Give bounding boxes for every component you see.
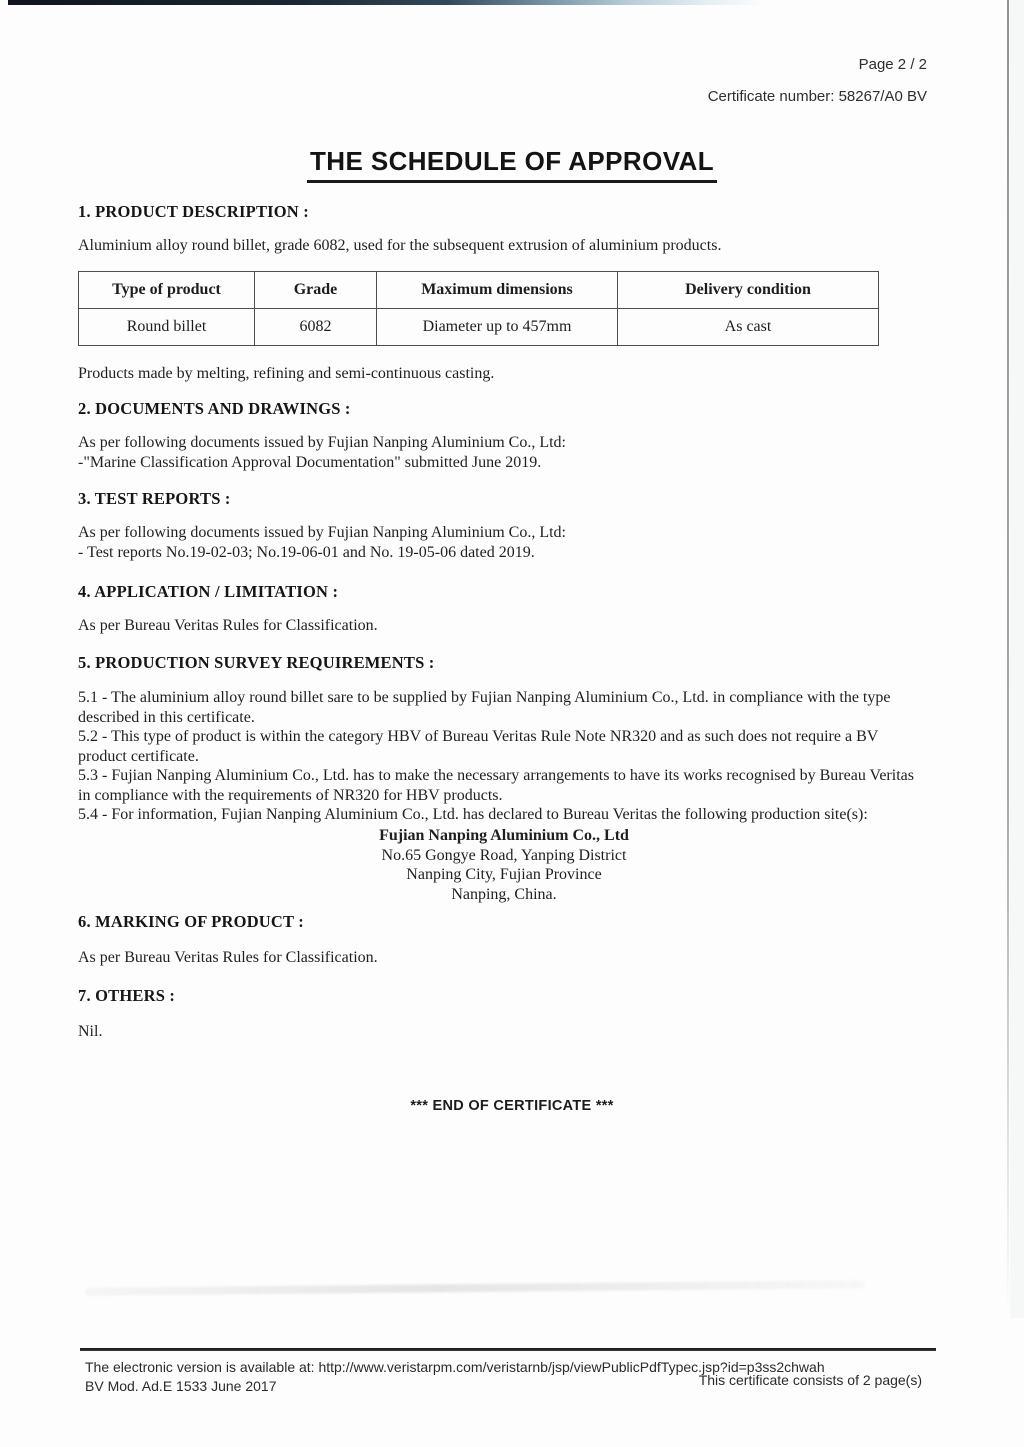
application-limitation-text: As per Bureau Veritas Rules for Classification.: [78, 617, 378, 634]
test-reports-line: As per following documents issued by Fujian Nanping Aluminium Co., Ltd:: [78, 524, 566, 541]
scan-artifact-shadow-band: [85, 1280, 865, 1295]
production-survey-text: [78, 688, 930, 825]
table-row: [79, 309, 879, 346]
production-site-address-line: Nanping City, Fujian Province: [406, 866, 602, 883]
table-cell-maximum-dimensions: Diameter up to 457mm: [377, 309, 618, 346]
scan-artifact-right-edge-line: [1007, 0, 1009, 1318]
section-heading-test-reports: 3. TEST REPORTS :: [78, 489, 231, 508]
marking-of-product-text: As per Bureau Veritas Rules for Classification.: [78, 949, 378, 966]
section-heading-marking-of-product: 6. MARKING OF PRODUCT :: [78, 912, 304, 931]
page-number: Page 2 / 2: [858, 56, 927, 73]
production-survey-item: 5.3 - Fujian Nanping Aluminium Co., Ltd. has to make the necessary arrangements to have its works recognised by Bureau Veritas in compliance with the requirements of NR320 for HBV products.: [78, 767, 914, 804]
section-heading-application-limitation: 4. APPLICATION / LIMITATION :: [78, 582, 339, 601]
end-of-certificate-marker: *** END OF CERTIFICATE ***: [410, 1098, 614, 1114]
documents-line: As per following documents issued by Fujian Nanping Aluminium Co., Ltd:: [78, 434, 566, 451]
production-site-block: [78, 826, 930, 904]
table-header-grade: Grade: [255, 272, 377, 309]
footer-electronic-version-url: The electronic version is available at: http://www.veristarpm.com/veristarnb/jsp/viewPublicPdfTypec.jsp?id=p3ss2chwah: [85, 1359, 825, 1375]
table-header-delivery-condition: Delivery condition: [618, 272, 879, 309]
section-heading-production-survey: 5. PRODUCTION SURVEY REQUIREMENTS :: [78, 653, 435, 672]
table-cell-grade: 6082: [255, 309, 377, 346]
test-reports-text: [78, 523, 930, 562]
production-site-address-line: No.65 Gongye Road, Yanping District: [381, 846, 627, 864]
certificate-number: Certificate number: 58267/A0 BV: [707, 88, 927, 105]
scan-artifact-top-bar: [8, 0, 766, 5]
others-text: Nil.: [78, 1023, 103, 1040]
footer-pages-note: This certificate consists of 2 page(s): [698, 1372, 922, 1388]
scan-artifact-right-strip: [1010, 0, 1024, 1318]
table-cell-type-of-product: Round billet: [79, 309, 255, 346]
production-survey-item: 5.1 - The aluminium alloy round billet sare to be supplied by Fujian Nanping Aluminium Co., Ltd. in compliance with the type described in this certificate.: [78, 689, 891, 726]
table-header-maximum-dimensions: Maximum dimensions: [377, 272, 618, 309]
production-survey-item: 5.2 - This type of product is within the category HBV of Bureau Veritas Rule Note NR320 and as such does not require a BV product certificate.: [78, 728, 879, 765]
production-method-note: Products made by melting, refining and semi-continuous casting.: [78, 365, 495, 382]
product-description-text: Aluminium alloy round billet, grade 6082, used for the subsequent extrusion of aluminium products.: [78, 237, 722, 254]
test-reports-line: - Test reports No.19-02-03; No.19-06-01 and No. 19-05-06 dated 2019.: [78, 543, 535, 561]
document-title: THE SCHEDULE OF APPROVAL: [307, 146, 717, 183]
section-heading-documents-and-drawings: 2. DOCUMENTS AND DRAWINGS :: [78, 399, 351, 418]
table-cell-delivery-condition: As cast: [618, 309, 879, 346]
documents-and-drawings-text: [78, 433, 930, 472]
footer-divider: [80, 1348, 936, 1351]
title-row: [0, 146, 1024, 183]
footer-form-reference: BV Mod. Ad.E 1533 June 2017: [85, 1378, 277, 1394]
page-header: [708, 56, 927, 105]
table-header-row: [79, 272, 879, 309]
documents-line: -"Marine Classification Approval Documentation" submitted June 2019.: [78, 453, 542, 471]
production-site-address-line: Nanping, China.: [451, 885, 557, 903]
production-site-name: Fujian Nanping Aluminium Co., Ltd: [379, 827, 629, 844]
section-heading-product-description: 1. PRODUCT DESCRIPTION :: [78, 202, 309, 221]
production-survey-item: 5.4 - For information, Fujian Nanping Aluminium Co., Ltd. has declared to Bureau Veritas the following production site(s):: [78, 806, 868, 823]
section-heading-others: 7. OTHERS :: [78, 986, 176, 1005]
product-table: [78, 271, 879, 346]
table-header-type-of-product: Type of product: [79, 272, 255, 309]
